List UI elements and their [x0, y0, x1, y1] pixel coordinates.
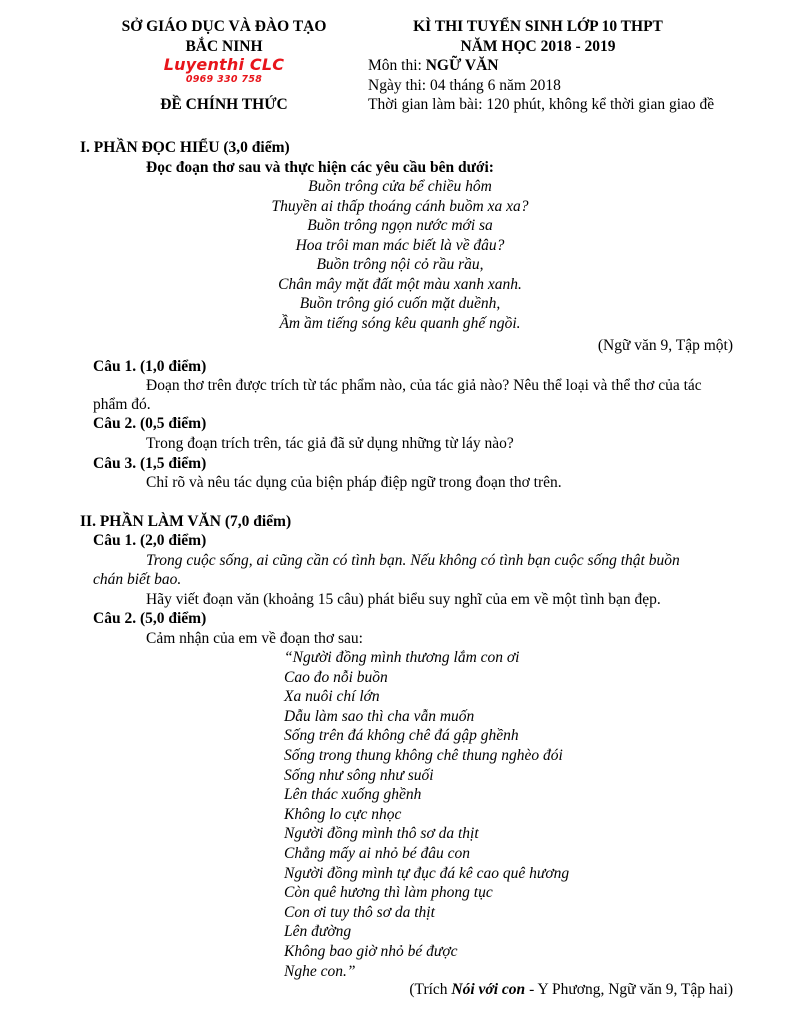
poem-line: Lên đường: [284, 923, 352, 941]
exam-date: Ngày thi: 04 tháng 6 năm 2018: [368, 76, 561, 94]
source-prefix: (Trích: [409, 981, 452, 998]
part1-title: I. PHẦN ĐỌC HIỂU (3,0 điểm): [80, 139, 290, 156]
official-label: ĐỀ CHÍNH THỨC: [160, 96, 288, 113]
poem-line: Buồn trông cửa bể chiều hôm: [308, 178, 492, 195]
poem-line: Nghe con.”: [284, 962, 356, 980]
department-name: SỞ GIÁO DỤC VÀ ĐÀO TẠO: [121, 18, 327, 35]
part2-title: II. PHẦN LÀM VĂN (7,0 điểm): [80, 513, 292, 530]
poem-line: Còn quê hương thì làm phong tục: [284, 884, 493, 902]
part1-poem: [0, 177, 800, 333]
logo-text: Luyenthi CLC: [163, 55, 285, 74]
poem-line: Không lo cực nhọc: [284, 805, 402, 823]
part1-source: (Ngữ văn 9, Tập một): [597, 337, 733, 354]
part2-poem: [284, 648, 569, 981]
poem-line: Lên thác xuống ghềnh: [284, 786, 422, 804]
part1-q1-title: Câu 1. (1,0 điểm): [93, 358, 207, 375]
exam-time: Thời gian làm bài: 120 phút, không kể thời gian giao đề: [368, 96, 715, 113]
exam-title: KÌ THI TUYỂN SINH LỚP 10 THPT: [413, 18, 663, 35]
poem-line: Không bao giờ nhỏ bé được: [284, 942, 458, 960]
poem-line: “Người đồng mình thương lắm con ơi: [284, 649, 520, 666]
part1-q1-line2: phẩm đó.: [93, 396, 151, 413]
poem-line: Thuyền ai thấp thoáng cánh buồm xa xa?: [271, 197, 529, 215]
subject-label: Môn thi:: [368, 57, 426, 74]
poem-line: Sống như sông như suối: [284, 766, 434, 784]
part1-q3-title: Câu 3. (1,5 điểm): [93, 455, 207, 472]
poem-line: Xa nuôi chí lớn: [284, 688, 380, 706]
logo-phone: 0969 330 758: [185, 74, 263, 85]
part2-q2-task: Cảm nhận của em về đoạn thơ sau:: [146, 630, 363, 647]
poem-line: Sống trên đá không chê đá gập ghềnh: [284, 727, 519, 745]
part2-source: [409, 980, 733, 1000]
part2-q1-quote-line2: chán biết bao.: [93, 571, 182, 588]
subject-line: [368, 56, 748, 76]
poem-line: Ầm ầm tiếng sóng kêu quanh ghế ngồi.: [279, 314, 521, 332]
poem-line: Buồn trông ngọn nước mới sa: [307, 217, 493, 234]
school-year: NĂM HỌC 2018 - 2019: [460, 37, 616, 55]
poem-line: Người đồng mình thô sơ da thịt: [284, 825, 479, 843]
header-left: [80, 17, 368, 115]
poem-line: Chẳng mấy ai nhỏ bé đâu con: [284, 844, 470, 862]
province-name: BẮC NINH: [185, 37, 263, 55]
subject-value: NGỮ VĂN: [425, 57, 499, 74]
poem-line: Con ơi tuy thô sơ da thịt: [284, 903, 435, 921]
poem-line: Buồn trông gió cuốn mặt duềnh,: [299, 295, 501, 312]
source-work: Nói với con: [451, 981, 526, 998]
part2-q2-title: Câu 2. (5,0 điểm): [93, 610, 207, 627]
poem-line: Buồn trông nội cỏ rầu rầu,: [316, 256, 484, 273]
part1-q1-line1: Đoạn thơ trên được trích từ tác phẩm nào, của tác giả nào? Nêu thể loại và thể thơ của tác: [146, 377, 702, 394]
part1-instruction: Đọc đoạn thơ sau và thực hiện các yêu cầu bên dưới:: [146, 159, 494, 176]
part1-q2-title: Câu 2. (0,5 điểm): [93, 415, 207, 432]
poem-line: Chân mây mặt đất một màu xanh xanh.: [278, 275, 522, 293]
part2-q1-task: Hãy viết đoạn văn (khoảng 15 câu) phát biểu suy nghĩ của em về một tình bạn đẹp.: [146, 591, 661, 608]
header-right: [368, 17, 748, 115]
source-suffix: - Y Phương, Ngữ văn 9, Tập hai): [525, 981, 733, 998]
part1-q3-text: Chỉ rõ và nêu tác dụng của biện pháp điệp ngữ trong đoạn thơ trên.: [146, 474, 562, 491]
part2-q1-quote-line1: Trong cuộc sống, ai cũng cần có tình bạn. Nếu không có tình bạn cuộc sống thật buồn: [146, 552, 680, 569]
poem-line: Sống trong thung không chê thung nghèo đói: [284, 746, 563, 764]
part2-q1-title: Câu 1. (2,0 điểm): [93, 532, 207, 549]
poem-line: Người đồng mình tự đục đá kê cao quê hương: [284, 864, 570, 882]
poem-line: Dẫu làm sao thì cha vẫn muốn: [284, 707, 475, 725]
poem-line: Cao đo nỗi buồn: [284, 668, 388, 686]
poem-line: Hoa trôi man mác biết là về đâu?: [295, 236, 505, 254]
part1-q2-text: Trong đoạn trích trên, tác giả đã sử dụng những từ láy nào?: [146, 435, 514, 452]
